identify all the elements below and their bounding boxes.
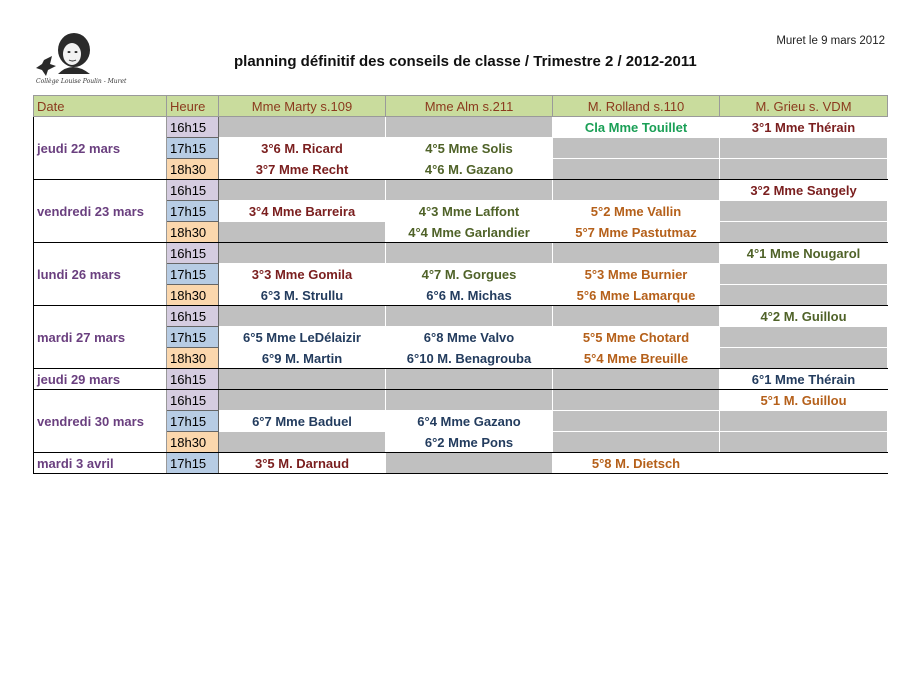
table-row (34, 180, 888, 201)
schedule-cell (386, 243, 553, 264)
day-label: mardi 3 avril (34, 453, 167, 474)
schedule-cell: 3°6 M. Ricard (219, 138, 386, 159)
schedule-cell: 6°10 M. Benagrouba (386, 348, 553, 369)
day-label: vendredi 23 mars (34, 180, 167, 243)
schedule-cell (720, 222, 888, 243)
table-row (34, 369, 888, 390)
schedule-cell (553, 138, 720, 159)
hour-cell: 16h15 (167, 117, 219, 138)
schedule-cell (386, 369, 553, 390)
schedule-cell (386, 180, 553, 201)
schedule-cell (386, 390, 553, 411)
hour-cell: 17h15 (167, 201, 219, 222)
schedule-cell (720, 327, 888, 348)
schedule-cell: 4°7 M. Gorgues (386, 264, 553, 285)
schedule-cell (219, 180, 386, 201)
schedule-cell (386, 117, 553, 138)
schedule-cell: 6°4 Mme Gazano (386, 411, 553, 432)
table-row (34, 306, 888, 327)
schedule-cell (219, 306, 386, 327)
schedule-cell: 4°4 Mme Garlandier (386, 222, 553, 243)
hour-cell: 17h15 (167, 264, 219, 285)
schedule-cell: 3°4 Mme Barreira (219, 201, 386, 222)
schedule-cell: 5°7 Mme Pastutmaz (553, 222, 720, 243)
hour-cell: 16h15 (167, 390, 219, 411)
schedule-cell (219, 222, 386, 243)
schedule-cell: 5°4 Mme Breuille (553, 348, 720, 369)
schedule-cell (720, 264, 888, 285)
table-row (34, 243, 888, 264)
logo-caption: Collège Louise Poulin - Muret (36, 78, 127, 85)
schedule-cell: 5°8 M. Dietsch (553, 453, 720, 474)
schedule-cell: 5°5 Mme Chotard (553, 327, 720, 348)
schedule-cell (553, 369, 720, 390)
schedule-cell (720, 138, 888, 159)
schedule-cell: 5°1 M. Guillou (720, 390, 888, 411)
hour-cell: 18h30 (167, 432, 219, 453)
schedule-cell (720, 159, 888, 180)
hour-cell: 17h15 (167, 138, 219, 159)
hour-cell: 16h15 (167, 306, 219, 327)
schedule-cell (386, 453, 553, 474)
hour-cell: 18h30 (167, 222, 219, 243)
schedule-cell (553, 432, 720, 453)
schedule-cell (386, 306, 553, 327)
schedule-cell: 5°6 Mme Lamarque (553, 285, 720, 306)
schedule-cell (553, 411, 720, 432)
schedule-cell (720, 411, 888, 432)
schedule-cell: 3°2 Mme Sangely (720, 180, 888, 201)
schedule-cell: 4°3 Mme Laffont (386, 201, 553, 222)
hour-cell: 16h15 (167, 369, 219, 390)
hour-cell: 16h15 (167, 243, 219, 264)
schedule-cell: 4°2 M. Guillou (720, 306, 888, 327)
schedule-cell (553, 390, 720, 411)
hour-cell: 16h15 (167, 180, 219, 201)
schedule-cell (219, 117, 386, 138)
day-label: jeudi 29 mars (34, 369, 167, 390)
col-header-date: Date (34, 96, 167, 117)
table-row (34, 117, 888, 138)
schedule-cell: 4°6 M. Gazano (386, 159, 553, 180)
schedule-cell: 6°5 Mme LeDélaizir (219, 327, 386, 348)
schedule-cell (553, 180, 720, 201)
schedule-cell (553, 243, 720, 264)
hour-cell: 18h30 (167, 348, 219, 369)
table-row (34, 390, 888, 411)
hour-cell: 17h15 (167, 453, 219, 474)
hour-cell: 18h30 (167, 285, 219, 306)
table-row (34, 453, 888, 474)
hour-cell: 18h30 (167, 159, 219, 180)
schedule-cell: 3°5 M. Darnaud (219, 453, 386, 474)
day-label: vendredi 30 mars (34, 390, 167, 453)
col-header-grieu: M. Grieu s. VDM (720, 96, 888, 117)
schedule-cell (720, 432, 888, 453)
schedule-cell: 4°1 Mme Nougarol (720, 243, 888, 264)
hour-cell: 17h15 (167, 411, 219, 432)
schedule-cell (553, 159, 720, 180)
col-header-rolland: M. Rolland s.110 (553, 96, 720, 117)
date-line: Muret le 9 mars 2012 (776, 35, 885, 47)
schedule-cell: 3°7 Mme Recht (219, 159, 386, 180)
schedule-cell: 3°3 Mme Gomila (219, 264, 386, 285)
header-row (34, 96, 888, 117)
schedule-cell: 6°6 M. Michas (386, 285, 553, 306)
day-label: mardi 27 mars (34, 306, 167, 369)
col-header-alm: Mme Alm s.211 (386, 96, 553, 117)
schedule-cell: 6°8 Mme Valvo (386, 327, 553, 348)
schedule-cell (219, 369, 386, 390)
schedule-cell (219, 432, 386, 453)
schedule-cell (553, 306, 720, 327)
day-label: lundi 26 mars (34, 243, 167, 306)
schedule-cell (720, 285, 888, 306)
schedule-cell: Cla Mme Touillet (553, 117, 720, 138)
schedule-cell (720, 201, 888, 222)
schedule-cell: 6°7 Mme Baduel (219, 411, 386, 432)
schedule-table (33, 95, 888, 474)
schedule-cell: 6°2 Mme Pons (386, 432, 553, 453)
schedule-cell: 6°1 Mme Thérain (720, 369, 888, 390)
day-label: jeudi 22 mars (34, 117, 167, 180)
schedule-cell: 6°3 M. Strullu (219, 285, 386, 306)
schedule-cell: 4°5 Mme Solis (386, 138, 553, 159)
col-header-hour: Heure (167, 96, 219, 117)
schedule-cell: 6°9 M. Martin (219, 348, 386, 369)
schedule-cell (720, 453, 888, 474)
schedule-cell: 3°1 Mme Thérain (720, 117, 888, 138)
schedule-cell: 5°2 Mme Vallin (553, 201, 720, 222)
schedule-cell (720, 348, 888, 369)
schedule-cell: 5°3 Mme Burnier (553, 264, 720, 285)
hour-cell: 17h15 (167, 327, 219, 348)
page-title: planning définitif des conseils de classe / Trimestre 2 / 2012-2011 (234, 53, 697, 70)
schedule-cell (219, 243, 386, 264)
col-header-marty: Mme Marty s.109 (219, 96, 386, 117)
schedule-cell (219, 390, 386, 411)
